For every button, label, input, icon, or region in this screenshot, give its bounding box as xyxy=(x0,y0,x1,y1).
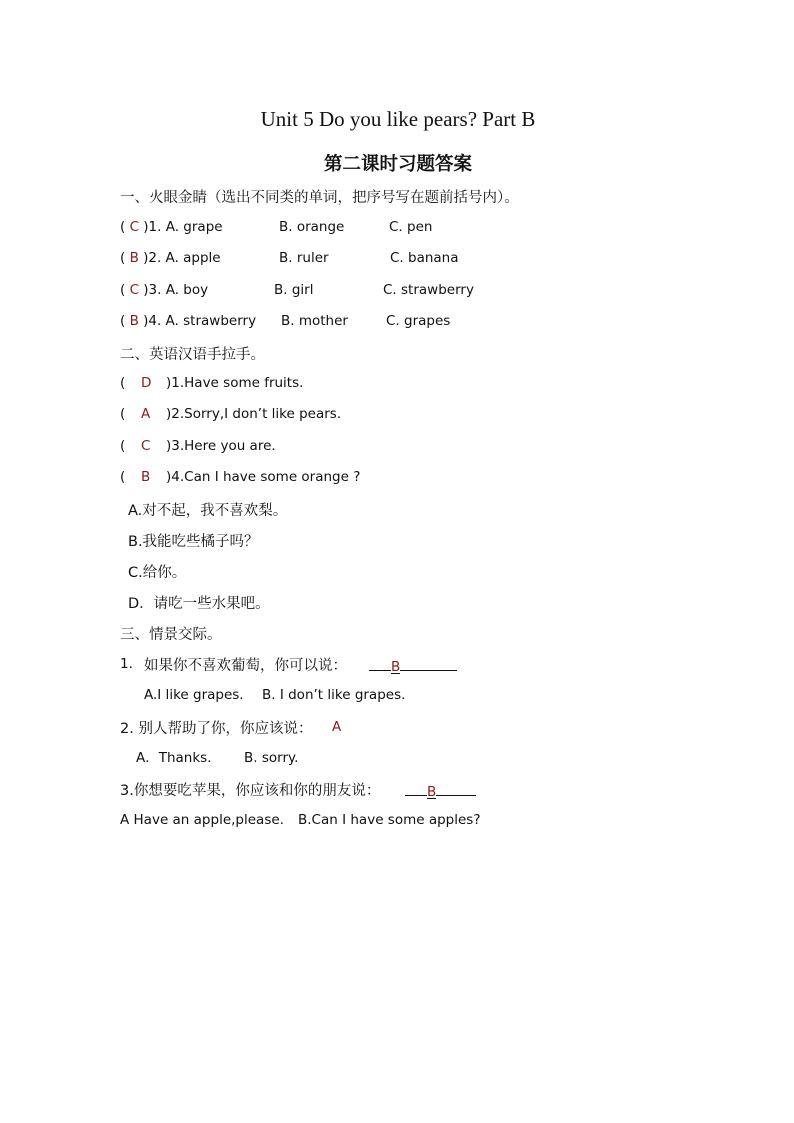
option-a: A.对不起，我不喜欢梨。 xyxy=(128,503,288,519)
paren-open: ( xyxy=(120,469,126,485)
option-c: C. strawberry xyxy=(383,282,474,298)
answer: C xyxy=(129,282,139,298)
option-c: C.给你。 xyxy=(128,565,187,581)
answer: D xyxy=(141,375,152,391)
section2-item xyxy=(120,374,125,392)
q3-option-a: A Have an apple,please. xyxy=(120,812,284,828)
option-b: B.我能吃些橘子吗？ xyxy=(128,534,259,550)
option-d: D．请吃一些水果吧。 xyxy=(128,596,270,612)
section1-item xyxy=(120,249,221,267)
section3-heading: 三、情景交际。 xyxy=(120,627,222,643)
answer: A xyxy=(141,406,151,422)
paren-open: ( xyxy=(120,282,130,298)
paren-open: ( xyxy=(120,250,130,266)
section1-heading: 一、火眼金睛（选出不同类的单词，把序号写在题前括号内）。 xyxy=(120,190,519,206)
option-b: B. mother xyxy=(281,313,348,329)
option-b: B. orange xyxy=(279,219,345,235)
paren-open: ( xyxy=(120,219,130,235)
q3-option-b: B.Can I have some apples? xyxy=(298,812,481,828)
answer: B xyxy=(129,250,139,266)
item-text: )1. A. grape xyxy=(139,219,223,235)
paren-open: ( xyxy=(120,375,126,391)
answer: B xyxy=(427,784,437,800)
page-title: Unit 5 Do you like pears? Part B xyxy=(260,107,536,131)
option-b: B. girl xyxy=(274,282,314,298)
option-b: B. ruler xyxy=(279,250,329,266)
q1-number: 1. xyxy=(120,656,133,672)
answer: B xyxy=(141,469,151,485)
paren-open: ( xyxy=(120,406,126,422)
q2-text: 2. 别人帮助了你，你应该说： xyxy=(120,721,313,737)
q3-text: 3.你想要吃苹果，你应该和你的朋友说： xyxy=(120,783,381,799)
option-c: C. pen xyxy=(389,219,433,235)
answer: C xyxy=(141,438,151,454)
section1-item xyxy=(120,218,223,236)
page-subtitle: 第二课时习题答案 xyxy=(323,154,472,175)
answer: B xyxy=(129,313,139,329)
section1-item xyxy=(120,281,208,299)
item-text: )4.Can I have some orange ? xyxy=(166,469,361,485)
item-text: )2.Sorry,I don’t like pears. xyxy=(166,406,342,422)
item-text: )4. A. strawberry xyxy=(138,313,257,329)
option-c: C. grapes xyxy=(386,313,451,329)
item-text: )2. A. apple xyxy=(138,250,221,266)
q2-option-b: B. sorry. xyxy=(244,750,299,766)
paren-open: ( xyxy=(120,438,126,454)
q1-text: 如果你不喜欢葡萄，你可以说： xyxy=(144,658,347,674)
section2-item xyxy=(120,437,125,455)
item-text: )1.Have some fruits. xyxy=(166,375,304,391)
answer: B xyxy=(391,659,401,675)
paren-open: ( xyxy=(120,313,130,329)
answer: A xyxy=(332,719,342,735)
section1-item xyxy=(120,312,256,330)
section2-heading: 二、英语汉语手拉手。 xyxy=(120,347,265,363)
item-text: )3.Here you are. xyxy=(166,438,276,454)
option-c: C. banana xyxy=(390,250,459,266)
item-text: )3. A. boy xyxy=(139,282,209,298)
q3-answer-blank xyxy=(405,780,476,801)
section2-item xyxy=(120,468,125,486)
section2-item xyxy=(120,405,125,423)
q1-option-b: B. I don’t like grapes. xyxy=(262,687,406,703)
q1-answer-blank xyxy=(369,655,457,676)
answer: C xyxy=(129,219,139,235)
q2-option-a: A．Thanks. xyxy=(136,750,212,766)
q1-option-a: A.I like grapes. xyxy=(144,687,244,703)
